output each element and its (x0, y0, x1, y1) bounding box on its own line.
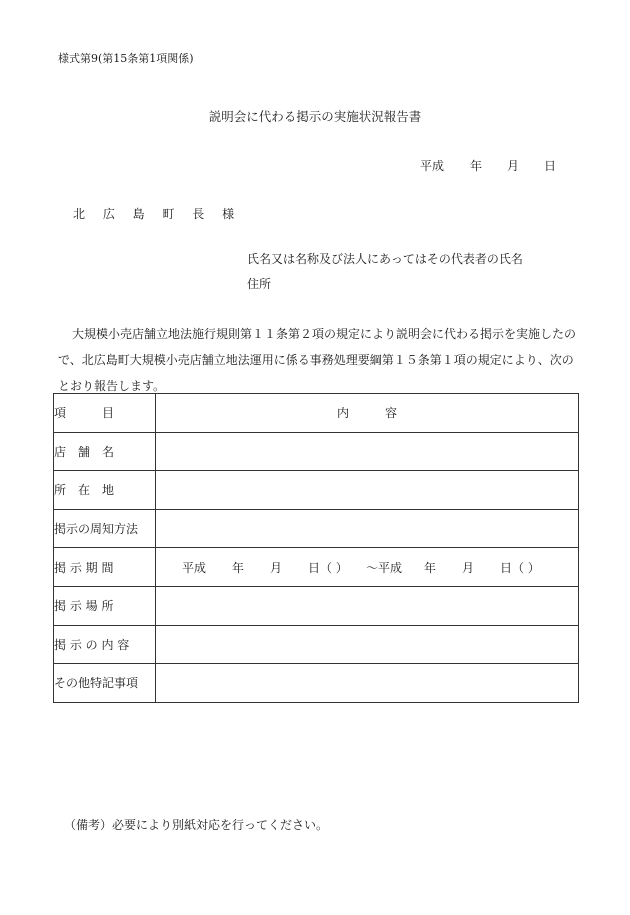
date-line (420, 157, 556, 174)
period-end-month: 月 (462, 560, 475, 575)
period-start-year: 年 (232, 560, 245, 575)
applicant-address-label: 住所 (247, 277, 272, 291)
row-label-other-notes: その他特記事項 (54, 664, 156, 703)
period-end-year: 年 (424, 560, 437, 575)
period-start-era: 平成 (182, 560, 207, 575)
row-value-posting-place[interactable] (156, 586, 579, 625)
header-item: 項 目 (54, 394, 156, 433)
table-row (54, 664, 579, 703)
row-value-posting-content[interactable] (156, 625, 579, 664)
form-number: 様式第9(第15条第1項関係) (58, 52, 194, 65)
row-label-posting-period: 掲 示 期 間 (54, 548, 156, 587)
row-value-notice-method[interactable] (156, 509, 579, 548)
report-table (53, 393, 579, 703)
row-label-location: 所 在 地 (54, 471, 156, 510)
row-label-notice-method: 掲示の周知方法 (54, 509, 156, 548)
addressee: 北 広 島 町 長 様 (73, 207, 242, 221)
period-end-day: 日（ ） (500, 560, 540, 575)
remarks-note: （備考）必要により別紙対応を行ってください。 (64, 818, 329, 832)
date-year: 年 (470, 159, 483, 173)
table-row (54, 471, 579, 510)
table-row (54, 432, 579, 471)
body-text: 大規模小売店舗立地法施行規則第１１条第２項の規定により説明会に代わる掲示を実施したので、北広島町大規模小売店舗立地法運用に係る事務処理要綱第１５条第１項の規定により、次のとおり報告します。 (58, 327, 577, 393)
row-value-posting-period[interactable] (156, 548, 579, 587)
row-value-location[interactable] (156, 471, 579, 510)
date-month: 月 (507, 159, 520, 173)
row-value-other-notes[interactable] (156, 664, 579, 703)
table-row (54, 548, 579, 587)
row-value-store-name[interactable] (156, 432, 579, 471)
table-row (54, 586, 579, 625)
table-row (54, 509, 579, 548)
period-separator: ～平成 (366, 560, 403, 575)
table-header-row (54, 394, 579, 433)
row-label-posting-place: 掲 示 場 所 (54, 586, 156, 625)
document-title: 説明会に代わる掲示の実施状況報告書 (208, 109, 422, 124)
posting-period (156, 559, 578, 576)
period-start-month: 月 (270, 560, 283, 575)
row-label-posting-content: 掲 示 の 内 容 (54, 625, 156, 664)
date-era: 平成 (420, 159, 445, 173)
table-row (54, 625, 579, 664)
period-start-day: 日（ ） (308, 560, 348, 575)
applicant-name-label: 氏名又は名称及び法人にあってはその代表者の氏名 (247, 252, 523, 266)
row-label-store-name: 店 舗 名 (54, 432, 156, 471)
date-day: 日 (544, 159, 557, 173)
header-content: 内 容 (156, 394, 579, 433)
